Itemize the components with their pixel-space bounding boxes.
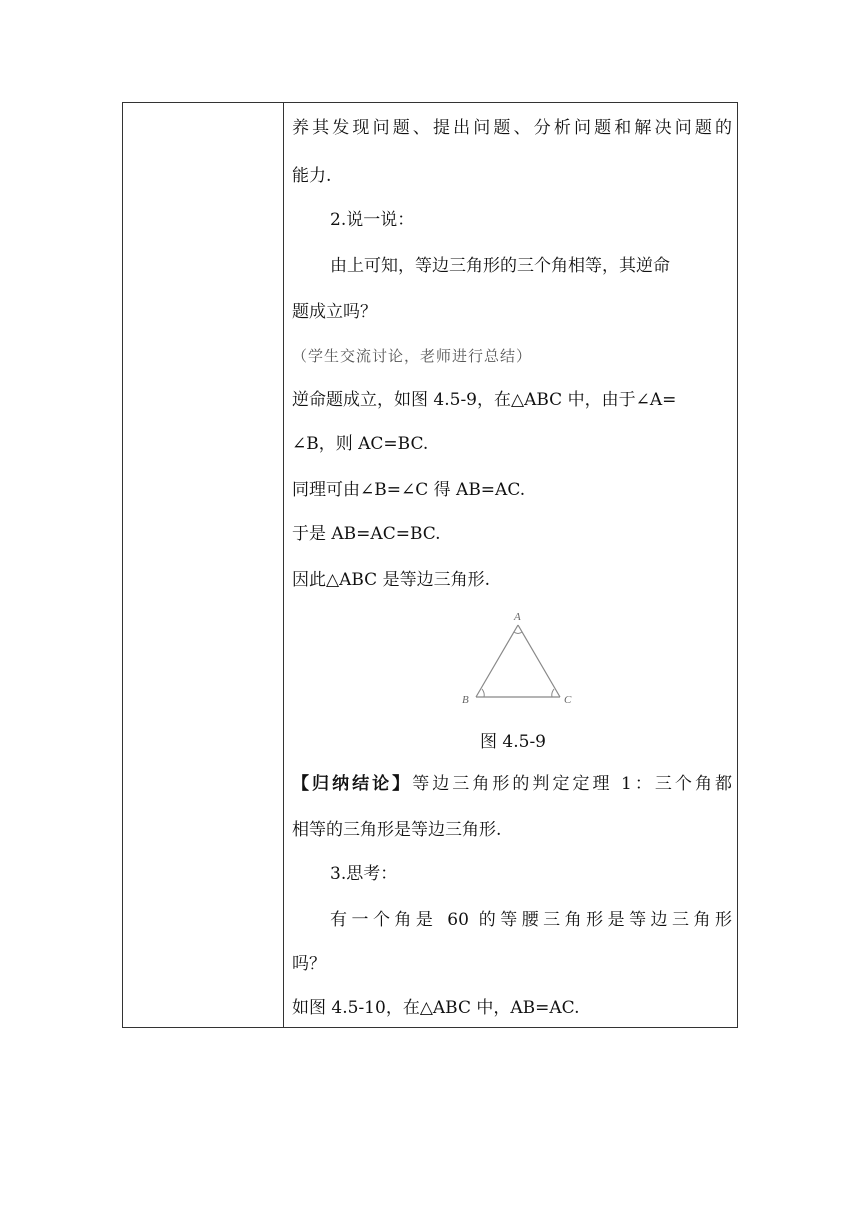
text-line-8: ∠B，则 AC=BC. bbox=[292, 434, 429, 454]
text-line-7: 逆命题成立，如图 4.5-9，在△ABC 中，由于∠A= bbox=[292, 390, 677, 410]
content-cell bbox=[284, 103, 737, 1027]
text-line-17: 如图 4.5-10，在△ABC 中，AB=AC. bbox=[292, 998, 580, 1018]
text-line-5: 题成立吗？ bbox=[292, 302, 377, 322]
note-line: （学生交流讨论，老师进行总结） bbox=[292, 347, 533, 365]
side-ac bbox=[518, 625, 560, 697]
text-line-16: 吗？ bbox=[292, 954, 326, 974]
conclusion-bracket-label: 【归纳结论】 bbox=[292, 774, 413, 794]
text-line-4: 由上可知，等边三角形的三个角相等，其逆命 bbox=[330, 256, 670, 276]
angle-mark-c bbox=[552, 689, 554, 697]
content-table bbox=[122, 102, 738, 1028]
text-line-10: 于是 AB=AC=BC. bbox=[292, 524, 441, 544]
text-line-2: 能力. bbox=[292, 166, 332, 186]
section-heading-3: 3.思考： bbox=[330, 864, 398, 884]
side-ab bbox=[476, 625, 518, 697]
conclusion-text: 等边三角形的判定定理 1：三个角都 bbox=[412, 774, 732, 794]
label-c: C bbox=[564, 694, 572, 706]
text-line-9: 同理可由∠B=∠C 得 AB=AC. bbox=[292, 480, 526, 500]
text-line-11: 因此△ABC 是等边三角形. bbox=[292, 570, 490, 590]
label-b: B bbox=[462, 694, 469, 706]
figure-caption: 图 4.5-9 bbox=[480, 732, 546, 752]
triangle-figure bbox=[454, 607, 584, 707]
label-a: A bbox=[514, 611, 521, 623]
angle-mark-a bbox=[514, 632, 522, 634]
section-heading-2: 2.说一说： bbox=[330, 210, 415, 230]
text-line-13: 相等的三角形是等边三角形. bbox=[292, 820, 502, 840]
text-line-15: 有一个角是 60 的等腰三角形是等边三角形 bbox=[330, 910, 732, 930]
text-line-1: 养其发现问题、提出问题、分析问题和解决问题的 bbox=[292, 118, 732, 138]
angle-mark-b bbox=[482, 689, 484, 697]
conclusion-line bbox=[292, 773, 732, 795]
